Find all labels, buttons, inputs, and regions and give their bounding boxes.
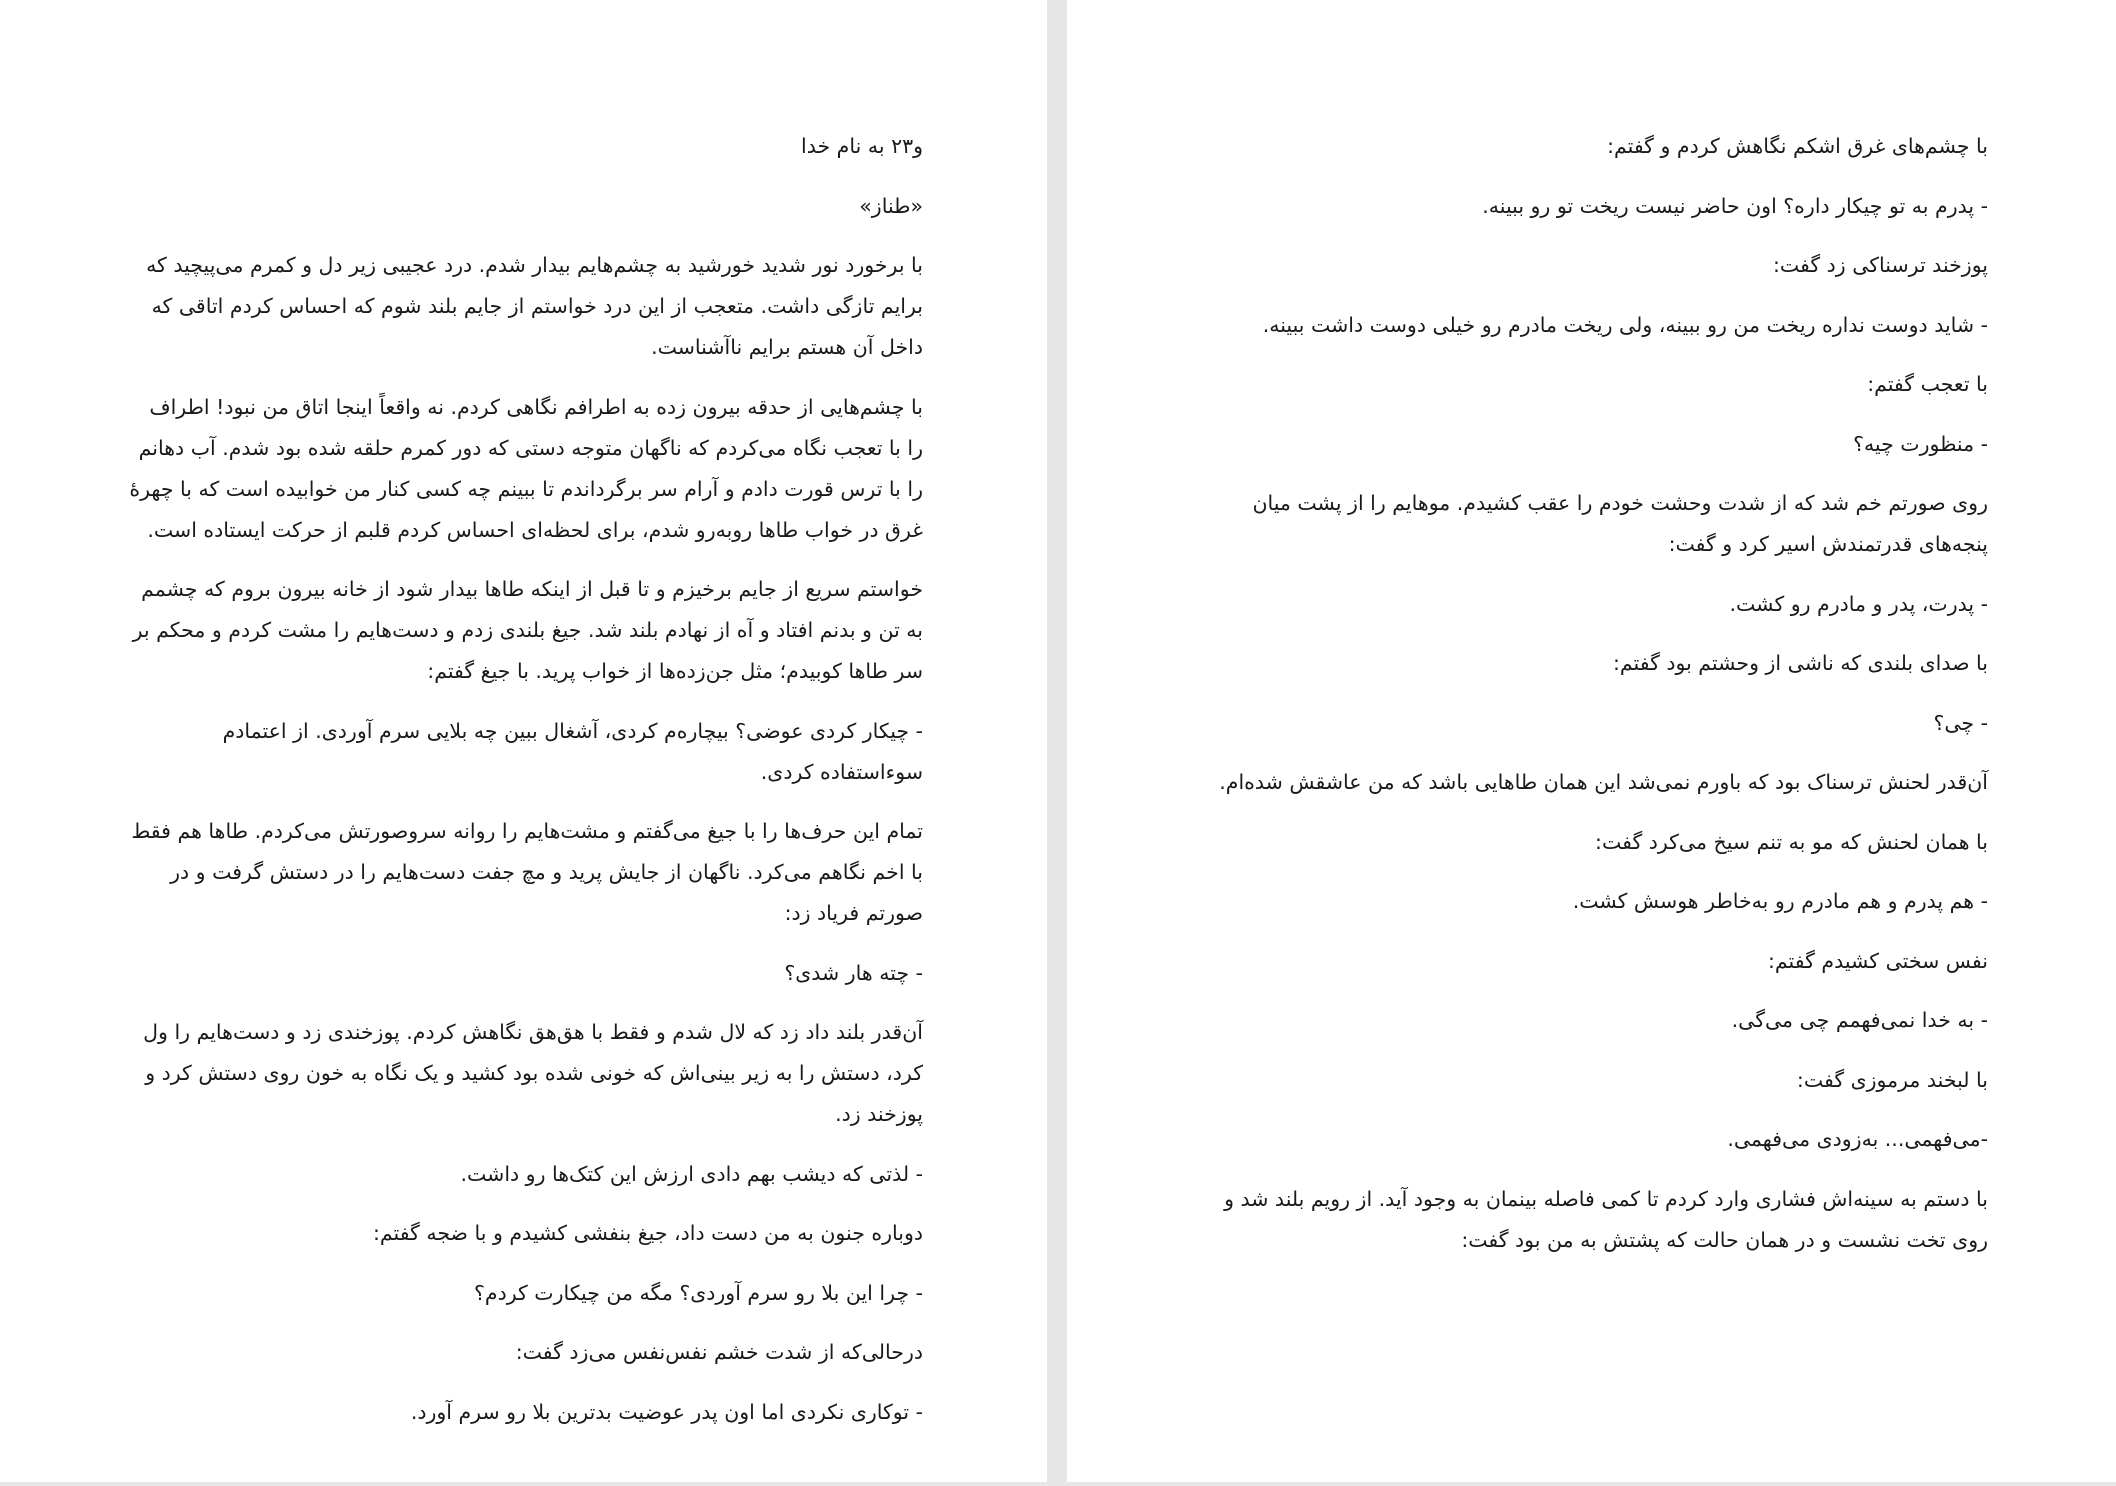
chapter-title: «طناز» xyxy=(859,193,923,218)
paragraph: آن‌قدر لحنش ترسناک بود که باورم نمی‌شد این همان طاهایی باشد که من عاشقش شده‌ام. xyxy=(1219,770,1988,794)
paragraph: با برخورد نور شدید خورشید به چشم‌هایم بیدار شدم. درد عجیبی زیر دل و کمرم می‌پیچید که برایم تازگی داشت. متعجب از این درد خواستم از جایم بلند شوم که احساس کردم اتاقی که داخل آن هستم برایم ناآشناست. xyxy=(146,253,923,359)
dialogue-line: - پدرت، پدر و مادرم رو کشت. xyxy=(1729,591,1988,616)
dialogue-line: - شاید دوست نداره ریخت من رو ببینه، ولی ریخت مادرم رو خیلی دوست داشت ببینه. xyxy=(1262,312,1988,337)
dialogue-line: - پدرم به تو چیکار داره؟ اون حاضر نیست ریخت تو رو ببینه. xyxy=(1482,193,1988,218)
dialogue-line: - منظورت چیه؟ xyxy=(1853,431,1988,456)
dialogue-line: - چیکار کردی عوضی؟ بیچاره‌م کردی، آشغال ببین چه بلایی سرم آوردی. از اعتمادم سوءاستفاده کردی. xyxy=(222,718,923,784)
left-page xyxy=(0,0,1047,1482)
paragraph: با لبخند مرموزی گفت: xyxy=(1796,1067,1988,1092)
paragraph: با همان لحنش که مو به تنم سیخ می‌کرد گفت: xyxy=(1595,829,1988,854)
paragraph: با چشم‌هایی از حدقه بیرون زده به اطرافم نگاهی کردم. نه واقعاً اینجا اتاق من نبود! اطراف را با تعجب نگاه می‌کردم که ناگهان متوجه دستی که دور کمرم حلقه شده بود شدم. آب دهانم را با ترس قورت دادم و آرام سر برگرداندم تا ببینم چه کسی کنار من خوابیده است که با چهرهٔ غرق در خواب طاها روبه‌رو شدم، برای لحظه‌ای احساس کردم قلبم از حرکت ایستاده است. xyxy=(129,394,923,542)
dialogue-line: - چته هار شدی؟ xyxy=(784,960,923,985)
page-heading: و۲۳ به نام خدا xyxy=(801,134,923,158)
paragraph: روی صورتم خم شد که از شدت وحشت خودم را عقب کشیدم. موهایم را از پشت میان پنجه‌های قدرتمندش اسیر کرد و گفت: xyxy=(1252,491,1988,556)
dialogue-line: -می‌فهمی... به‌زودی می‌فهمی. xyxy=(1727,1127,1988,1151)
paragraph: خواستم سریع از جایم برخیزم و تا قبل از اینکه طاها بیدار شود از خانه بیرون بروم که چشمم به تن و بدنم افتاد و آه از نهادم بلند شد. جیغ بلندی زدم و دست‌هایم را مشت کردم و محکم بر سر طاها کوبیدم؛ مثل جن‌زده‌ها از خواب پرید. با جیغ گفتم: xyxy=(132,577,923,683)
paragraph: با صدای بلندی که ناشی از وحشتم بود گفتم: xyxy=(1612,651,1988,675)
right-page xyxy=(1067,0,2116,1482)
dialogue-line: - به خدا نمی‌فهمم چی می‌گی. xyxy=(1731,1008,1988,1032)
dialogue-line: - هم پدرم و هم مادرم رو به‌خاطر هوسش کشت. xyxy=(1572,889,1988,913)
paragraph: تمام این حرف‌ها را با جیغ می‌گفتم و مشت‌هایم را روانه سروصورتش می‌کردم. طاها هم فقط با اخم نگاهم می‌کرد. ناگهان از جایش پرید و مچ جفت دست‌هایم را در دستش گرفت و در صورتم فریاد زد: xyxy=(131,819,923,925)
dialogue-line: - لذتی که دیشب بهم دادی ارزش این کتک‌ها رو داشت. xyxy=(460,1161,923,1186)
paragraph: درحالی‌که از شدت خشم نفس‌نفس می‌زد گفت: xyxy=(515,1340,923,1364)
paragraph: آن‌قدر بلند داد زد که لال شدم و فقط با هق‌هق نگاهش کردم. پوزخندی زد و دست‌هایم را ول کرد، دستش را به زیر بینی‌اش که خونی شده بود کشید و یک نگاه به خون روی دستش کرد و پوزخند زد. xyxy=(143,1020,923,1126)
paragraph: نفس سختی کشیدم گفتم: xyxy=(1768,948,1988,973)
paragraph: دوباره جنون به من دست داد، جیغ بنفشی کشیدم و با ضجه گفتم: xyxy=(372,1221,923,1245)
paragraph: با چشم‌های غرق اشکم نگاهش کردم و گفتم: xyxy=(1607,134,1988,158)
dialogue-line: - چرا این بلا رو سرم آوردی؟ مگه من چیکارت کردم؟ xyxy=(474,1280,923,1305)
paragraph: پوزخند ترسناکی زد گفت: xyxy=(1772,253,1988,277)
paragraph: با تعجب گفتم: xyxy=(1867,372,1988,396)
dialogue-line: - چی؟ xyxy=(1933,710,1988,735)
paragraph: با دستم به سینه‌اش فشاری وارد کردم تا کمی فاصله بینمان به وجود آید. از رویم بلند شد و روی تخت نشست و در همان حالت که پشتش به من بود گفت: xyxy=(1224,1186,1988,1252)
dialogue-line: - توکاری نکردی اما اون پدر عوضیت بدترین بلا رو سرم آورد. xyxy=(410,1399,923,1424)
